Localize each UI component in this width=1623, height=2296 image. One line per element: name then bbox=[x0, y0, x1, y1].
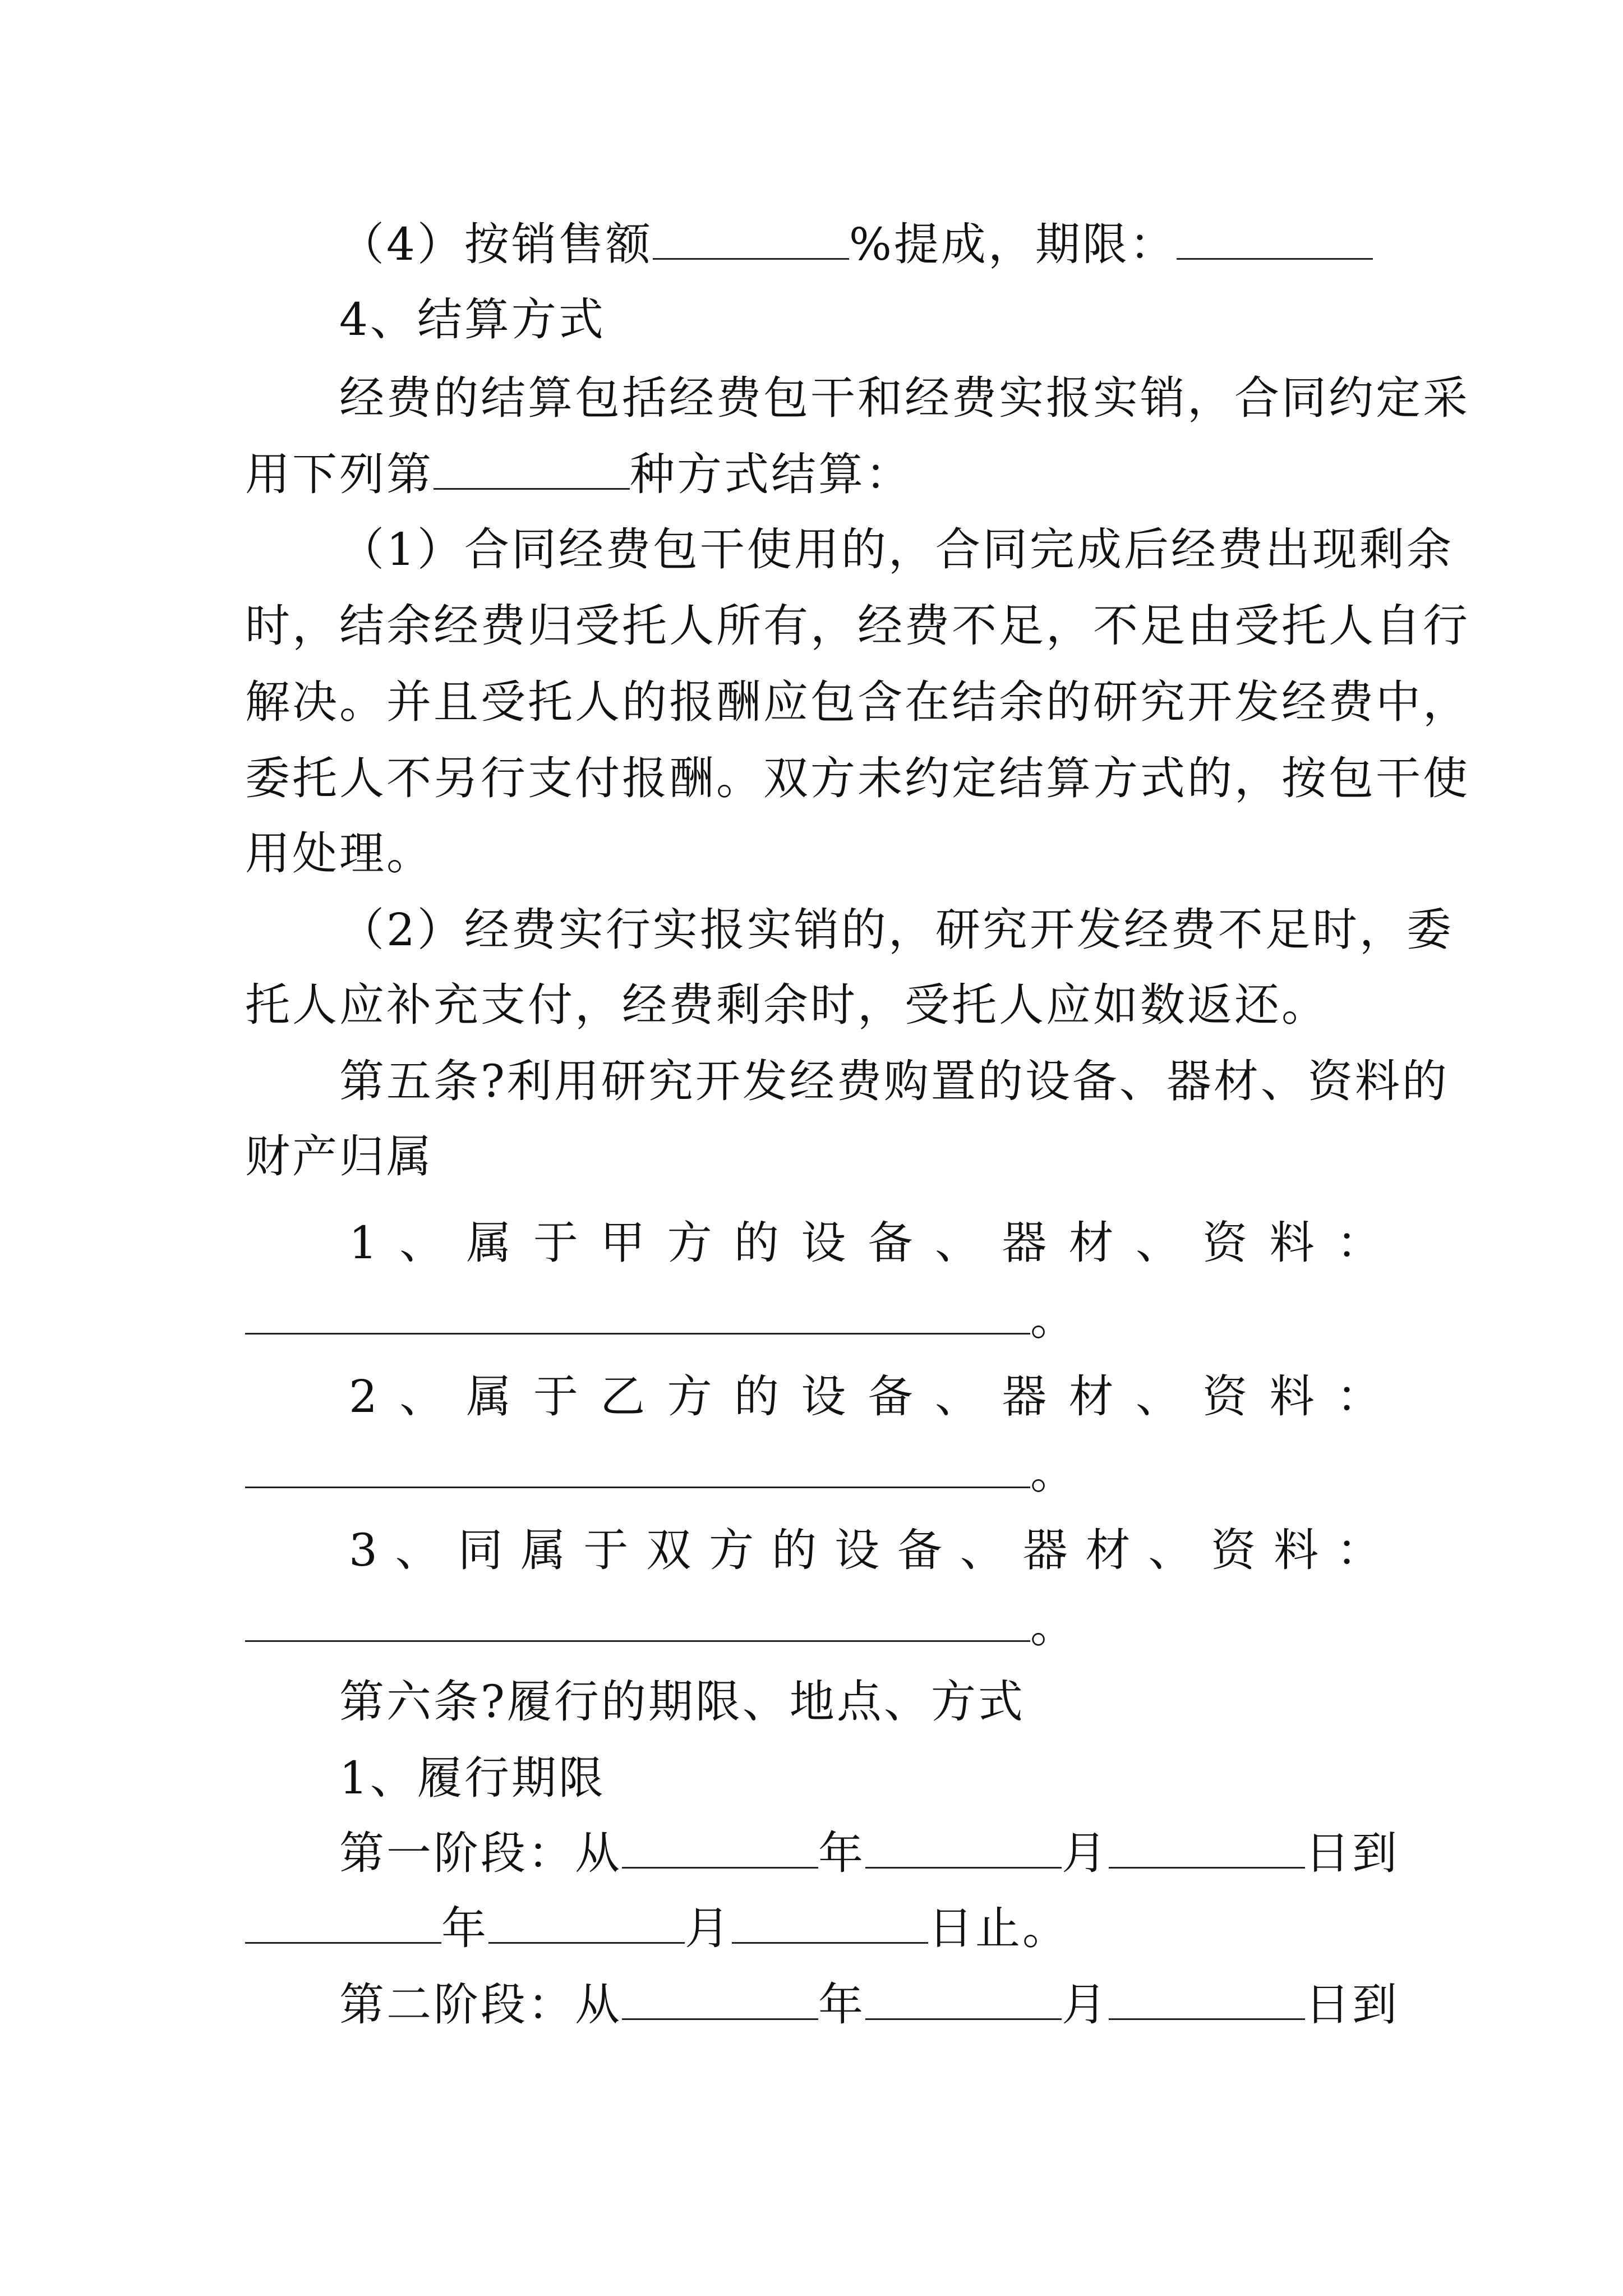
text-segment: （2）经费实行实报实销的，研究开发经费不足时，委 bbox=[339, 904, 1454, 956]
text-segment: 时，结余经费归受托人所有，经费不足，不足由受托人自行 bbox=[245, 600, 1470, 652]
text-segment: 用下列第 bbox=[245, 448, 434, 500]
text-segment: 月 bbox=[1062, 1978, 1109, 2031]
text-segment: 月 bbox=[1062, 1827, 1109, 1879]
text-segment: 。 bbox=[1030, 1447, 1077, 1499]
text-segment: 日到 bbox=[1305, 1827, 1399, 1879]
stage-two-start bbox=[339, 1977, 1399, 2033]
text-segment: 第五条?利用研究开发经费购置的设备、器材、资料的 bbox=[339, 1055, 1449, 1107]
text-segment: 。 bbox=[1030, 1293, 1077, 1345]
text-segment: 第六条?履行的期限、地点、方式 bbox=[339, 1676, 1025, 1728]
blank-field bbox=[1109, 1826, 1305, 1869]
paragraph-line bbox=[245, 826, 1384, 882]
paragraph-line bbox=[245, 977, 1384, 1033]
text-segment: 2、属于乙方的设备、器材、资料： bbox=[349, 1370, 1384, 1423]
text-segment: 月 bbox=[685, 1902, 732, 1954]
text-segment: 年 bbox=[441, 1902, 488, 1954]
blank-field bbox=[488, 1902, 685, 1944]
text-segment: %提成，期限： bbox=[849, 218, 1177, 270]
text-segment: （1）合同经费包干使用的，合同完成后经费出现剩余 bbox=[339, 523, 1454, 576]
paragraph-line bbox=[339, 370, 1470, 426]
text-segment: 日到 bbox=[1305, 1978, 1399, 2031]
paragraph-line bbox=[245, 751, 1470, 807]
text-segment: 。 bbox=[1030, 1600, 1077, 1653]
blank-field bbox=[622, 1826, 818, 1869]
text-segment: （4）按销售额 bbox=[339, 218, 653, 270]
section-heading bbox=[339, 292, 1384, 348]
paragraph-line bbox=[339, 902, 1454, 958]
text-segment: 种方式结算： bbox=[630, 448, 912, 500]
text-segment: 用处理。 bbox=[245, 827, 434, 880]
text-segment: 日止。 bbox=[928, 1902, 1069, 1954]
blank-field bbox=[245, 1446, 1030, 1488]
article-heading bbox=[339, 1674, 1384, 1730]
stage-one-end bbox=[245, 1901, 1384, 1957]
paragraph-line bbox=[245, 447, 1384, 503]
paragraph-line bbox=[245, 1129, 1384, 1185]
blank-field bbox=[653, 218, 849, 260]
blank-field bbox=[1177, 218, 1373, 260]
text-segment: 第一阶段：从 bbox=[339, 1827, 622, 1879]
blank-line bbox=[245, 1445, 1384, 1501]
article-heading bbox=[339, 1053, 1449, 1110]
ownership-item bbox=[349, 1215, 1384, 1271]
ownership-item bbox=[349, 1369, 1384, 1425]
section-heading bbox=[339, 1750, 1384, 1806]
paragraph-line bbox=[245, 598, 1470, 654]
commission-clause bbox=[339, 217, 1384, 273]
blank-field bbox=[245, 1600, 1030, 1642]
blank-field bbox=[245, 1292, 1030, 1335]
text-segment: 委托人不另行支付报酬。双方未约定结算方式的，按包干使 bbox=[245, 752, 1470, 804]
blank-line bbox=[245, 1599, 1384, 1655]
blank-field bbox=[245, 1902, 441, 1944]
text-segment: 解决。并且受托人的报酬应包含在结余的研究开发经费中， bbox=[245, 676, 1470, 728]
text-segment: 年 bbox=[818, 1978, 865, 2031]
blank-field bbox=[865, 1826, 1062, 1869]
blank-field bbox=[732, 1902, 928, 1944]
text-segment: 3、同属于双方的设备、器材、资料： bbox=[349, 1524, 1384, 1576]
blank-field bbox=[622, 1978, 818, 2020]
text-segment: 财产归属 bbox=[245, 1130, 434, 1182]
text-segment: 第二阶段：从 bbox=[339, 1978, 622, 2031]
ownership-item bbox=[349, 1522, 1384, 1579]
blank-line bbox=[245, 1291, 1384, 1347]
text-segment: 1、履行期限 bbox=[339, 1752, 606, 1804]
text-segment: 4、结算方式 bbox=[339, 293, 606, 346]
text-segment: 经费的结算包括经费包干和经费实报实销，合同约定采 bbox=[339, 372, 1470, 424]
blank-field bbox=[865, 1978, 1062, 2020]
stage-one-start bbox=[339, 1825, 1399, 1881]
paragraph-line bbox=[245, 674, 1470, 730]
paragraph-line bbox=[339, 522, 1454, 578]
text-segment: 托人应补充支付，经费剩余时，受托人应如数返还。 bbox=[245, 979, 1329, 1031]
blank-field bbox=[434, 448, 630, 490]
blank-field bbox=[1109, 1978, 1305, 2020]
text-segment: 1、属于甲方的设备、器材、资料： bbox=[349, 1217, 1384, 1269]
text-segment: 年 bbox=[818, 1827, 865, 1879]
